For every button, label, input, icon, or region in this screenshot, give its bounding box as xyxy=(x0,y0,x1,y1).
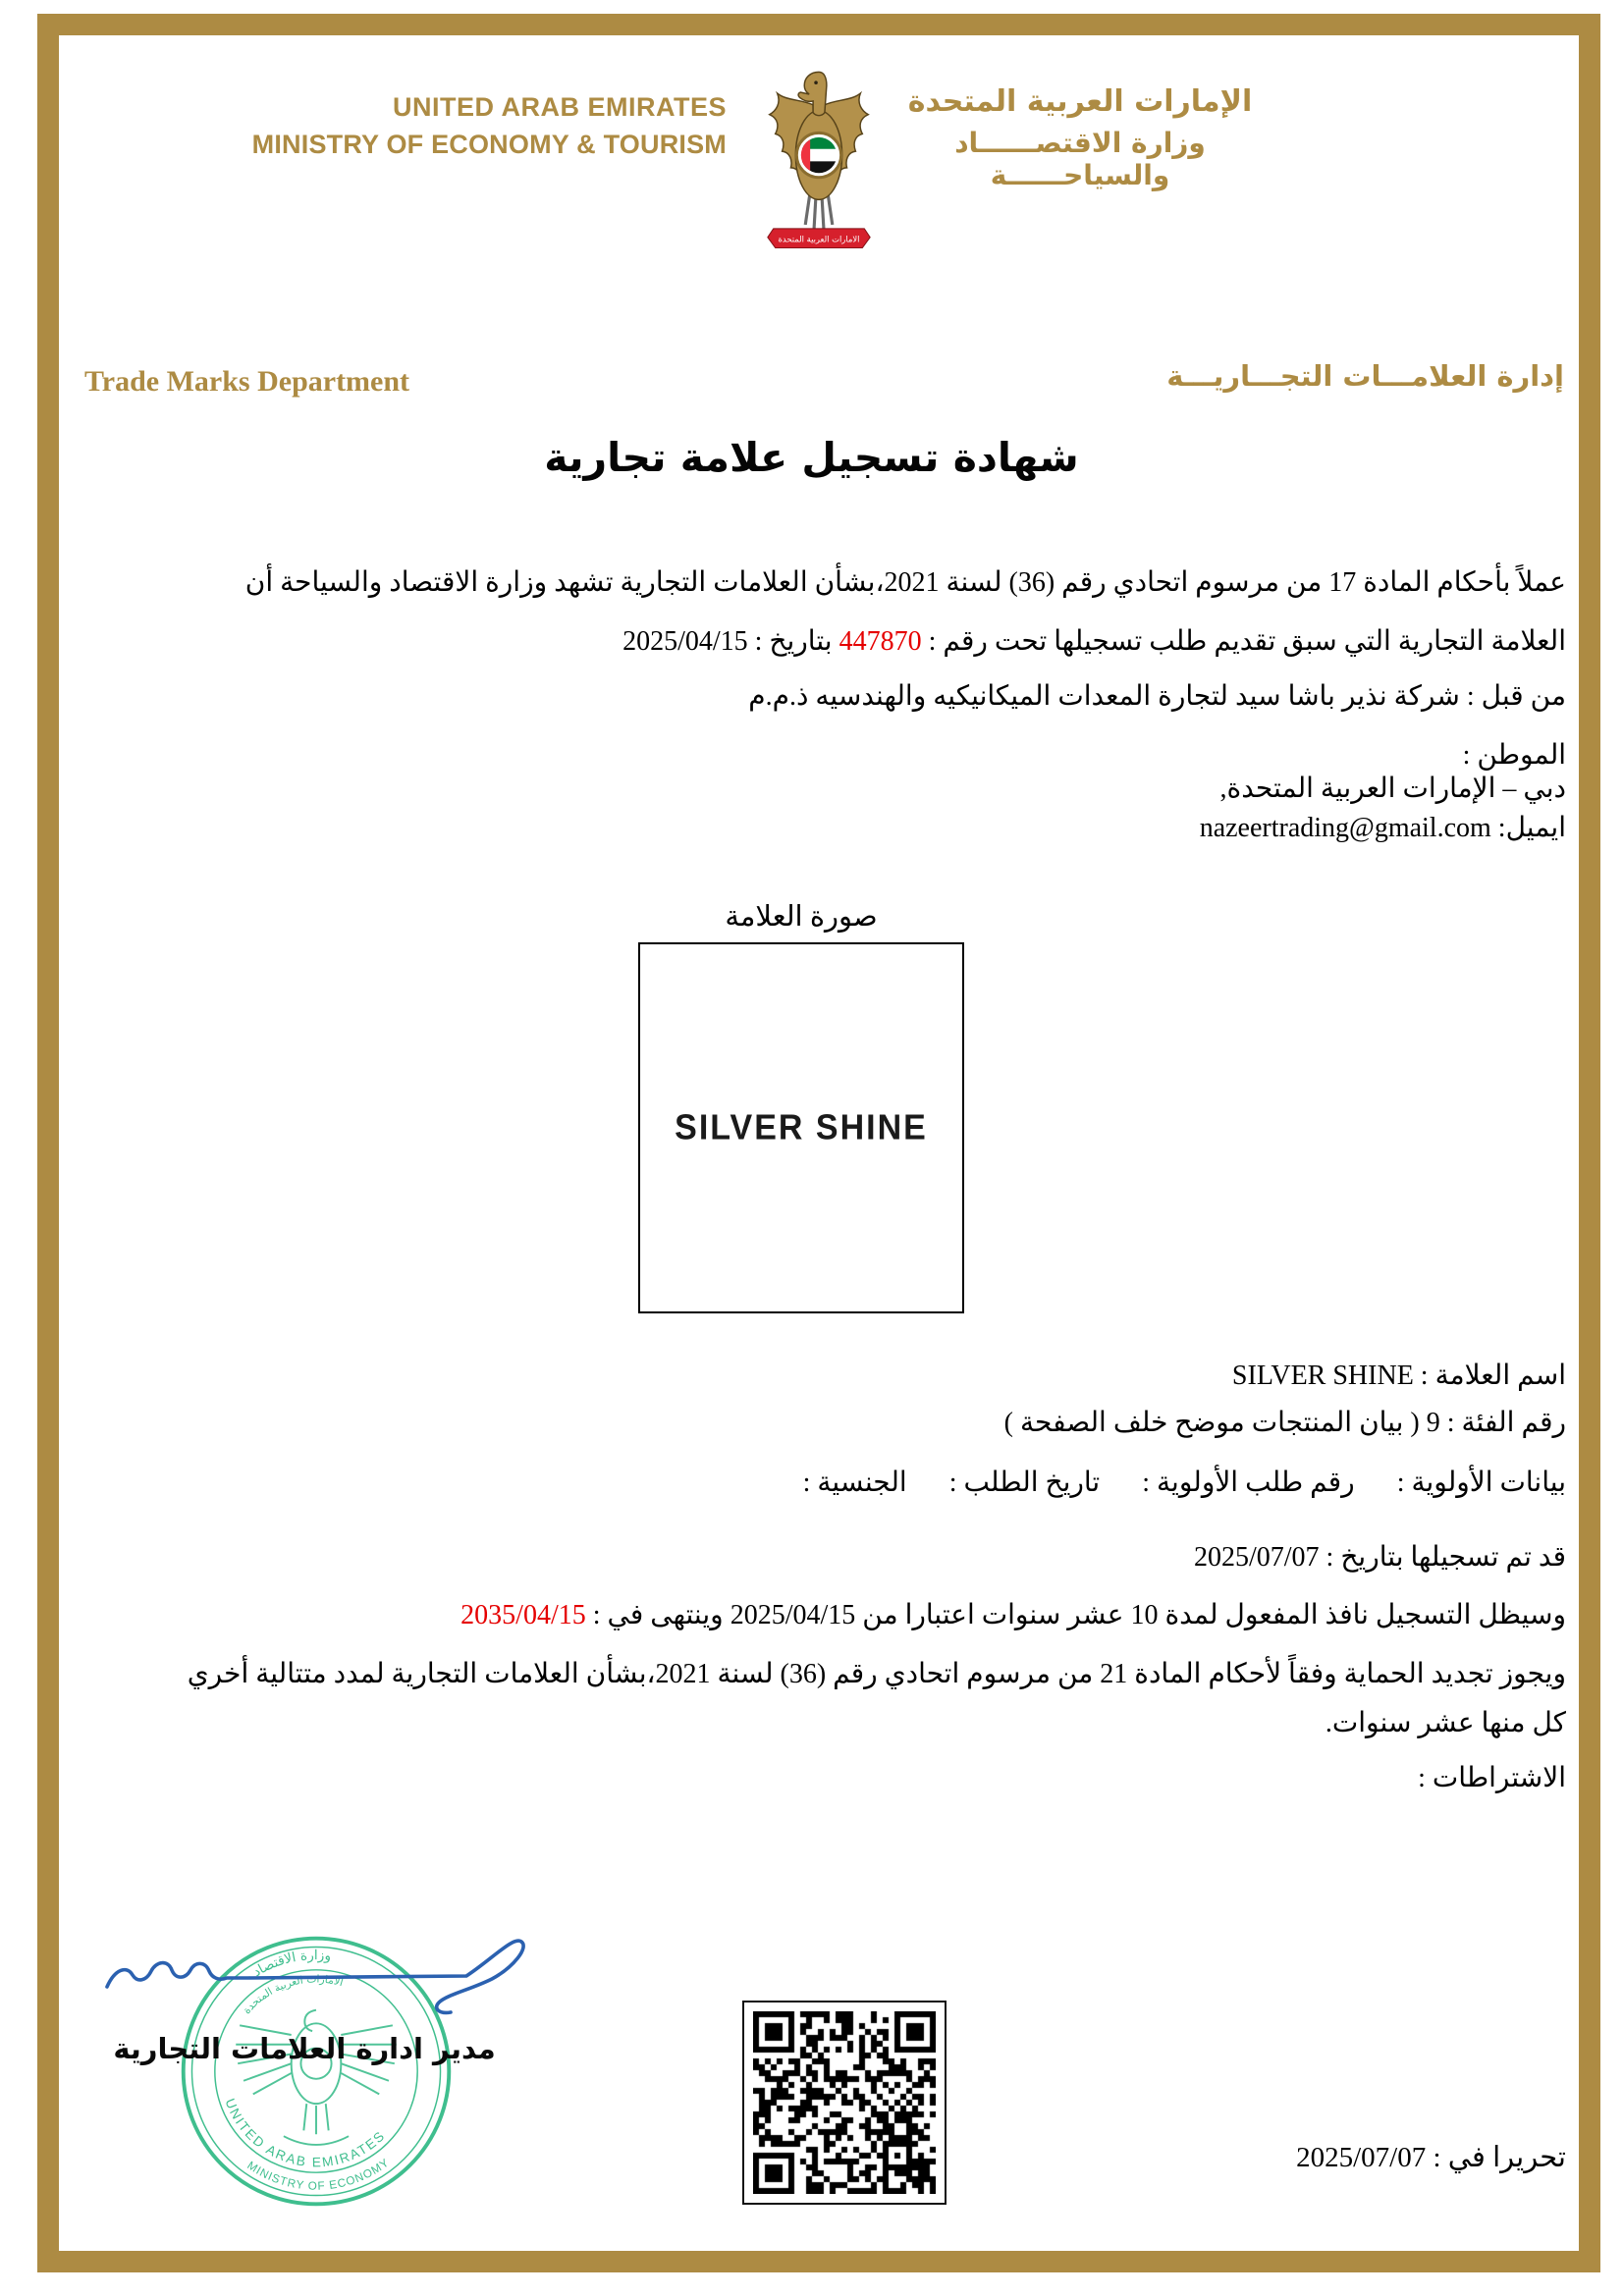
priority-data-label: بيانات الأولوية : xyxy=(1396,1468,1566,1498)
mark-image-box xyxy=(638,942,964,1313)
class-number-line: رقم الفئة : 9 ( بيان المنتجات موضح خلف الصفحة ) xyxy=(1003,1408,1566,1438)
mark-name-value: SILVER SHINE xyxy=(1231,1361,1414,1391)
email-value: nazeertrading@gmail.com xyxy=(1199,813,1491,843)
ministry-title-arabic: وزارة الاقتصــــــاد والسياحــــــة xyxy=(954,127,1206,191)
mark-image-label: صورة العلامة xyxy=(725,901,878,933)
registered-date-label: قد تم تسجيلها بتاريخ : xyxy=(1319,1542,1566,1573)
mark-name-line xyxy=(59,1359,1566,1392)
stamp-arabic-top-text: وزارة الاقتصاد xyxy=(249,1948,332,1981)
intro-line-1: عملاً بأحكام المادة 17 من مرسوم اتحادي رقم (36) لسنة 2021،بشأن العلامات التجارية تشهد وزارة الاقتصاد والسياحة أن xyxy=(244,567,1566,598)
validity-line xyxy=(59,1598,1566,1631)
issued-date-line xyxy=(1296,2140,1566,2174)
registered-date-value: 2025/07/07 xyxy=(1193,1542,1320,1573)
validity-text: وسيظل التسجيل نافذ المفعول لمدة 10 عشر سنوات اعتبارا من 2025/04/15 وينتهى في : xyxy=(585,1600,1566,1630)
application-number: 447870 xyxy=(839,626,922,657)
conditions-label: الاشتراطات : xyxy=(1418,1763,1566,1793)
ministry-name-arabic xyxy=(869,84,1291,191)
expiry-date-value: 2035/04/15 xyxy=(460,1600,586,1630)
country-name-english: UNITED ARAB EMIRATES xyxy=(393,92,727,122)
stamp-english-country-text: UNITED ARAB EMIRATES xyxy=(222,2096,389,2170)
priority-nationality-label: الجنسية : xyxy=(802,1468,907,1498)
emblem-banner-text: الامارات العربية المتحدة xyxy=(778,234,860,244)
email-label: ايميل: xyxy=(1497,813,1566,843)
domicile-label: الموطن : xyxy=(1462,740,1566,771)
stamp-arabic-inner-text: الامارات العربية المتحدة xyxy=(240,1972,346,2017)
signature xyxy=(101,1924,558,2037)
intro-line-2 xyxy=(59,624,1566,658)
uae-falcon-emblem xyxy=(756,65,882,251)
falcon-eye xyxy=(814,80,818,84)
signatory-title: مدير ادارة العلامات التجارية xyxy=(113,2032,496,2065)
country-name-arabic: الإمارات العربية المتحدة xyxy=(907,84,1253,119)
signature-stroke xyxy=(107,1941,523,2012)
department-name-english: Trade Marks Department xyxy=(84,365,410,398)
stamp-english-ministry-text: MINISTRY OF ECONOMY xyxy=(244,2156,393,2193)
owner-section xyxy=(59,679,1566,844)
department-name-arabic: إدارة العلامـــات التجـــاريـــة xyxy=(1166,359,1564,393)
certificate-title: شهادة تسجيل علامة تجارية xyxy=(544,434,1079,481)
priority-number-label: رقم طلب الأولوية : xyxy=(1142,1468,1355,1498)
renewal-line-1: ويجوز تجديد الحماية وفقاً لأحكام المادة 21 من مرسوم اتحادي رقم (36) لسنة 2021،بشأن العلامات التجارية لمدد متتالية أخري xyxy=(187,1659,1566,1689)
ministry-title-english: MINISTRY OF ECONOMY & TOURISM xyxy=(251,130,727,159)
renewal-line-2: كل منها عشر سنوات. xyxy=(1325,1708,1566,1738)
application-number-label: العلامة التجارية التي سبق تقديم طلب تسجيلها تحت رقم : xyxy=(921,626,1566,657)
issued-date-label: تحريرا في : xyxy=(1426,2142,1566,2173)
qr-code xyxy=(742,2001,947,2205)
registered-date-line xyxy=(59,1540,1566,1574)
owner-address: دبي – الإمارات العربية المتحدة, xyxy=(1219,774,1566,804)
owner-email-line xyxy=(59,811,1566,844)
priority-data-line xyxy=(59,1466,1566,1499)
priority-date-label: تاريخ الطلب : xyxy=(948,1468,1101,1498)
qr-code-canvas xyxy=(753,2011,936,2194)
intro-paragraph xyxy=(59,565,1566,658)
mark-logo-text: SILVER SHINE xyxy=(675,1107,928,1148)
registration-details xyxy=(59,1359,1566,1794)
ministry-name-english xyxy=(147,92,727,160)
owner-name-line: من قبل : شركة نذير باشا سيد لتجارة المعدات الميكانيكيه والهندسيه ذ.م.م xyxy=(748,681,1566,712)
issued-date-value: 2025/07/07 xyxy=(1296,2142,1427,2173)
mark-name-label: اسم العلامة : xyxy=(1413,1361,1566,1391)
application-date: بتاريخ : 2025/04/15 xyxy=(622,626,839,657)
renewal-clause xyxy=(59,1650,1566,1748)
